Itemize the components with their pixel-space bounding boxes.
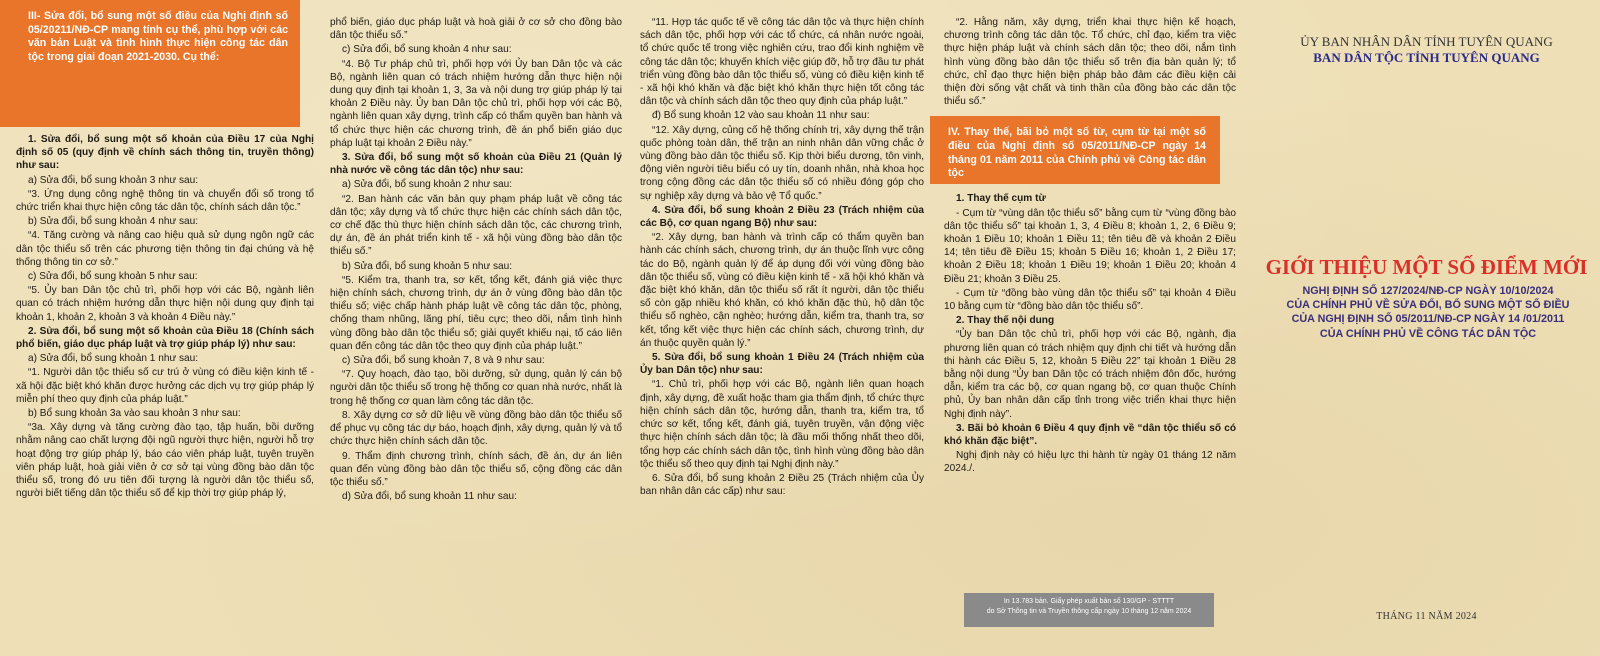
paragraph: d) Sửa đổi, bổ sung khoản 11 như sau: bbox=[342, 491, 517, 503]
paragraph: “4. Tăng cường và nâng cao hiệu quả sử dụng ngôn ngữ các dân tộc thiểu số trên các phương tiện thông tin đại chúng và hệ thống thông tin cơ sở.” bbox=[16, 230, 314, 268]
paragraph: “2. Ban hành các văn bản quy phạm pháp luật về công tác dân tộc; xây dựng và tổ chức thực hiện các chính sách dân tộc, cơ chế đặc thù thực hiện chính sách dân tộc, các chương trình, dự án, đề án phát triển kinh tế - xã hội vùng đồng bào dân tộc thiểu số.” bbox=[330, 193, 622, 258]
paragraph: phổ biến, giáo dục pháp luật và hoà giải ở cơ sở cho đồng bào dân tộc thiểu số.” bbox=[330, 17, 622, 42]
paragraph: 5. Sửa đổi, bổ sung khoản 1 Điều 24 (Trách nhiệm của Ủy ban Dân tộc) như sau: bbox=[640, 352, 924, 377]
department-name: BAN DÂN TỘC TỈNH TUYÊN QUANG bbox=[1313, 50, 1540, 65]
paragraph: 1. Thay thế cụm từ bbox=[956, 193, 1046, 205]
section-iii-heading: III- Sửa đổi, bổ sung một số điều của Nghị định số 05/20211/NĐ-CP mang tính cụ thể, phù hợp với các văn bản Luật và tình hình thực hiện công tác dân tộc trong giai đoạn 2021-2030. Cụ thể: bbox=[0, 0, 300, 127]
paragraph: a) Sửa đổi, bổ sung khoản 2 như sau: bbox=[342, 179, 513, 191]
organization-name: ỦY BAN NHÂN DÂN TỈNH TUYÊN QUANG bbox=[1300, 34, 1553, 49]
paragraph: “3. Ứng dụng công nghệ thông tin và chuyển đổi số trong tổ chức triển khai thực hiện công tác dân tộc, chính sách dân tộc.” bbox=[16, 188, 314, 214]
paragraph: 6. Sửa đổi, bổ sung khoản 2 Điều 25 (Trách nhiệm của Ủy ban nhân dân các cấp) như sau: bbox=[640, 472, 924, 498]
paragraph: 2. Sửa đổi, bổ sung một số khoản của Điều 18 (Chính sách phổ biến, giáo dục pháp luật và trợ giúp pháp lý) như sau: bbox=[16, 325, 314, 351]
paragraph: 9. Thẩm định chương trình, chính sách, đề án, dự án liên quan đến vùng đồng bào dân tộc thiểu số, cộng đồng các dân tộc thiểu số.” bbox=[330, 450, 622, 488]
paragraph: “2. Hằng năm, xây dựng, triển khai thực hiện kế hoạch, chương trình công tác dân tộc. Tổ chức, chỉ đạo, kiểm tra việc thực hiện pháp luật và chính sách dân tộc; theo dõi, nắm tình hình vùng đồng bào dân tộc thiểu số trên địa bàn quản lý; tổ chức, chỉ đạo thực hiện biện pháp bảo đảm các điều kiện cải thiện đời sống vật chất và tinh thần của đồng bào các dân tộc thiểu số.” bbox=[944, 17, 1236, 108]
column-2 bbox=[330, 16, 622, 504]
paragraph: b) Sửa đổi, bổ sung khoản 4 như sau: bbox=[28, 216, 199, 228]
paragraph: b) Sửa đổi, bổ sung khoản 5 như sau: bbox=[342, 260, 513, 272]
paragraph: “11. Hợp tác quốc tế về công tác dân tộc và thực hiện chính sách dân tộc, phối hợp với các tổ chức, cá nhân nước ngoài, tổ chức quốc tế trong việc nghiên cứu, trao đổi kinh nghiệm về công tác dân tộc; khuyến khích việc giúp đỡ, hỗ trợ đầu tư phát triển vùng đồng bào dân tộc thiểu số, vùng có điều kiện kinh tế - xã hội khó khăn và đặc biệt khó khăn thực hiện tốt công tác dân tộc và chính sách dân tộc theo quy định của pháp luật.” bbox=[640, 17, 924, 108]
paragraph: c) Sửa đổi, bổ sung khoản 7, 8 và 9 như sau: bbox=[342, 355, 545, 367]
cover-subtitle-line: CỦA CHÍNH PHỦ VỀ SỬA ĐỔI, BỔ SUNG MỘT SỐ ĐIỀU bbox=[1286, 299, 1570, 312]
paragraph: 3. Sửa đổi, bổ sung một số khoản của Điều 21 (Quản lý nhà nước về công tác dân tộc) như sau: bbox=[330, 152, 622, 177]
paragraph: “5. Kiểm tra, thanh tra, sơ kết, tổng kết, đánh giá việc thực hiện chính sách, chương trình, dự án ở vùng đồng bào dân tộc thiểu số; việc chấp hành pháp luật về công tác dân tộc, phòng, chống tham nhũng, lãng phí, tiêu cực; theo dõi, nắm tình hình vùng đồng bào dân tộc thiểu số; giải quyết khiếu nại, tố cáo liên quan đến công tác dân tộc theo quy định của pháp luật.” bbox=[330, 274, 622, 352]
column-3 bbox=[640, 16, 924, 499]
paragraph: 3. Bãi bỏ khoản 6 Điều 4 quy định về “dân tộc thiểu số có khó khăn đặc biệt”. bbox=[944, 422, 1236, 448]
paragraph: “4. Bộ Tư pháp chủ trì, phối hợp với Ủy ban Dân tộc và các Bộ, ngành liên quan có trách nhiệm hướng dẫn thực hiện nội dung quy định tại khoản 1, 3, 3a và nội dung trợ giúp pháp lý tại khoản 2 Điều này. Ủy ban Dân tộc chủ trì, phối hợp với các Bộ, ngành liên quan xây dựng, trình cấp có thẩm quyền ban hành và tổ chức thực hiện các chương trình, đề án phổ biến giáo dục pháp luật tại khoản 2 Điều này.” bbox=[330, 58, 622, 149]
paragraph: c) Sửa đổi, bổ sung khoản 5 như sau: bbox=[28, 271, 198, 283]
cover-subtitle bbox=[1273, 284, 1583, 341]
paragraph: 4. Sửa đổi, bổ sung khoản 2 Điều 23 (Trách nhiệm của các Bộ, cơ quan ngang Bộ) như sau: bbox=[640, 204, 924, 230]
paragraph: a) Sửa đổi, bổ sung khoản 3 như sau: bbox=[28, 174, 199, 186]
paragraph: “12. Xây dựng, củng cố hệ thống chính trị, xây dựng thế trận quốc phòng toàn dân, thế trận an ninh nhân dân vững chắc ở vùng đồng bào dân tộc thiểu số. Kịp thời biểu dương, tôn vinh, động viên người tiêu biểu có uy tín, doanh nhân, nhà khoa học trong cộng đồng các dân tộc thiểu số có nhiều đóng góp cho sự nghiệp xây dựng và bảo vệ Tổ quốc.” bbox=[640, 124, 924, 202]
publication-date: THÁNG 11 NĂM 2024 bbox=[1376, 611, 1477, 622]
cover-title: GIỚI THIỆU MỘT SỐ ĐIỂM MỚI bbox=[1265, 255, 1588, 279]
section-iv-heading: IV. Thay thế, bãi bỏ một số từ, cụm từ tại một số điều của Nghị định số 05/2011/NĐ-CP ngày 14 tháng 01 năm 2011 của Chính phủ về Công tác dân tộc bbox=[930, 116, 1220, 184]
paragraph: - Cụm từ “đồng bào vùng dân tộc thiểu số” tại khoản 4 Điều 10 bằng cụm từ “đồng bào dân tộc thiểu số”. bbox=[944, 287, 1236, 313]
print-license-line-1: In 13.783 bản. Giấy phép xuất bản số 130/GP - STTTT bbox=[1003, 598, 1175, 605]
paragraph: “3a. Xây dựng và tăng cường đào tạo, tập huấn, bồi dưỡng nhằm nâng cao chất lượng đội ngũ người thực hiện, người hỗ trợ hoạt động trợ giúp pháp lý, báo cáo viên pháp luật, tuyên truyền viên pháp luật, hoà giải viên ở cơ sở tại vùng đồng bào dân tộc thiểu số, trong đó ưu tiên đối tượng là người dân tộc thiểu số, người biết tiếng dân tộc thiểu số để kịp thời trợ giúp pháp lý, bbox=[16, 422, 314, 500]
paragraph: 8. Xây dựng cơ sở dữ liệu về vùng đồng bào dân tộc thiểu số để phục vụ công tác dự báo, hoạch định, xây dựng, quản lý và tổ chức thực hiện chính sách dân tộc. bbox=[330, 409, 622, 448]
paragraph: - Cụm từ “vùng dân tộc thiểu số” bằng cụm từ “vùng đồng bào dân tộc thiểu số” tại khoản 1, 3, 4 Điều 8; khoản 1, 2, 6 Điều 9; khoản 1 Điều 10; khoản 1 Điều 11; tên tiêu đề và khoản 2 Điều 14; tên tiêu đề Điều 15; khoản 5 Điều 16; khoản 1, 2 Điều 17; khoản 2 Điều 18; khoản 1 Điều 19; khoản 1 Điều 20; khoản 4 Điều 21; khoản 3 Điều 25. bbox=[944, 207, 1236, 285]
paragraph: “Ủy ban Dân tộc chủ trì, phối hợp với các Bộ, ngành, địa phương liên quan có trách nhiệm quy định chi tiết và hướng dẫn thi hành các Điều 5, 12, khoản 5 Điều 22” tại khoản 1 Điều 28 bằng nội dung “Ủy ban Dân tộc có trách nhiệm đôn đốc, hướng dẫn, kiểm tra các bộ, cơ quan ngang bộ, cơ quan thuộc Chính phủ, Ủy ban nhân dân cấp tỉnh trong việc triển khai thực hiện Nghị định này”. bbox=[944, 329, 1236, 420]
cover-subtitle-line: NGHỊ ĐỊNH SỐ 127/2024/NĐ-CP NGÀY 10/10/2024 bbox=[1302, 285, 1554, 297]
paragraph: 1. Sửa đổi, bổ sung một số khoản của Điều 17 của Nghị định số 05 (quy định về chính sách thông tin, truyền thông) như sau: bbox=[16, 134, 314, 172]
paragraph: Nghị định này có hiệu lực thi hành từ ngày 01 tháng 12 năm 2024./. bbox=[944, 450, 1236, 475]
paragraph: b) Bổ sung khoản 3a vào sau khoản 3 như sau: bbox=[28, 408, 241, 420]
column-4 bbox=[944, 16, 1236, 477]
print-license-line-2: do Sở Thông tin và Truyền thông cấp ngày 10 tháng 12 năm 2024 bbox=[986, 608, 1192, 615]
paragraph: a) Sửa đổi, bổ sung khoản 1 như sau: bbox=[28, 353, 199, 365]
paragraph: 2. Thay thế nội dung bbox=[956, 315, 1055, 327]
paragraph: đ) Bổ sung khoản 12 vào sau khoản 11 như sau: bbox=[652, 110, 870, 122]
paragraph: c) Sửa đổi, bổ sung khoản 4 như sau: bbox=[342, 44, 512, 56]
print-license-box bbox=[964, 593, 1214, 627]
paragraph: “2. Xây dựng, ban hành và trình cấp có thẩm quyền ban hành các chính sách, chương trình, dự án thuộc lĩnh vực công tác do Bộ, ngành quản lý để áp dụng đối với vùng đồng bào dân tộc thiểu số, vùng có điều kiện kinh tế - xã hội khó khăn và đặc biệt khó khăn, dân tộc thiểu số rất ít người, dân tộc thiểu số còn gặp nhiều khó khăn, có khó khăn đặc thù, hộ dân tộc thiểu số nghèo, cận nghèo; hướng dẫn, kiểm tra, thanh tra, sơ kết, tổng kết việc thực hiện các chính sách, chương trình, dự án thuộc quyền quản lý.” bbox=[640, 232, 924, 349]
paragraph: “1. Người dân tộc thiểu số cư trú ở vùng có điều kiện kinh tế - xã hội đặc biệt khó khăn được hưởng các dịch vụ trợ giúp pháp lý miễn phí theo quy định của pháp luật.” bbox=[16, 367, 314, 405]
column-1 bbox=[16, 0, 314, 501]
cover-panel bbox=[1253, 0, 1600, 656]
cover-subtitle-line: CỦA CHÍNH PHỦ VỀ CÔNG TÁC DÂN TỘC bbox=[1319, 327, 1537, 340]
paragraph: “5. Ủy ban Dân tộc chủ trì, phối hợp với các Bộ, ngành liên quan có trách nhiệm hướng dẫn thực hiện nội dung quy định tại khoản 1, khoản 2, khoản 3 và khoản 4 Điều này.” bbox=[16, 285, 314, 323]
paragraph: “7. Quy hoạch, đào tạo, bồi dưỡng, sử dụng, quản lý cán bộ người dân tộc thiểu số trong hệ thống cơ quan nhà nước, nhất là trong hệ thống cơ quan làm công tác dân tộc. bbox=[330, 369, 622, 407]
paragraph: “1. Chủ trì, phối hợp với các Bộ, ngành liên quan hoạch định, xây dựng, đề xuất hoặc tham gia thẩm định, tổ chức thực hiện chính sách dân tộc, hướng dẫn, thanh tra, kiểm tra, tổ chức sơ kết, tổng kết, đánh giá, tuyên truyền, vận động việc thực hiện chính sách dân tộc; là đầu mối thống nhất theo dõi, tổng hợp các chính sách dân tộc, tình hình vùng đồng bào dân tộc thiểu số theo quy định tại Nghị định này.” bbox=[640, 379, 924, 470]
cover-subtitle-line: CỦA NGHỊ ĐỊNH SỐ 05/2011/NĐ-CP NGÀY 14 /01/2011 bbox=[1291, 313, 1565, 326]
